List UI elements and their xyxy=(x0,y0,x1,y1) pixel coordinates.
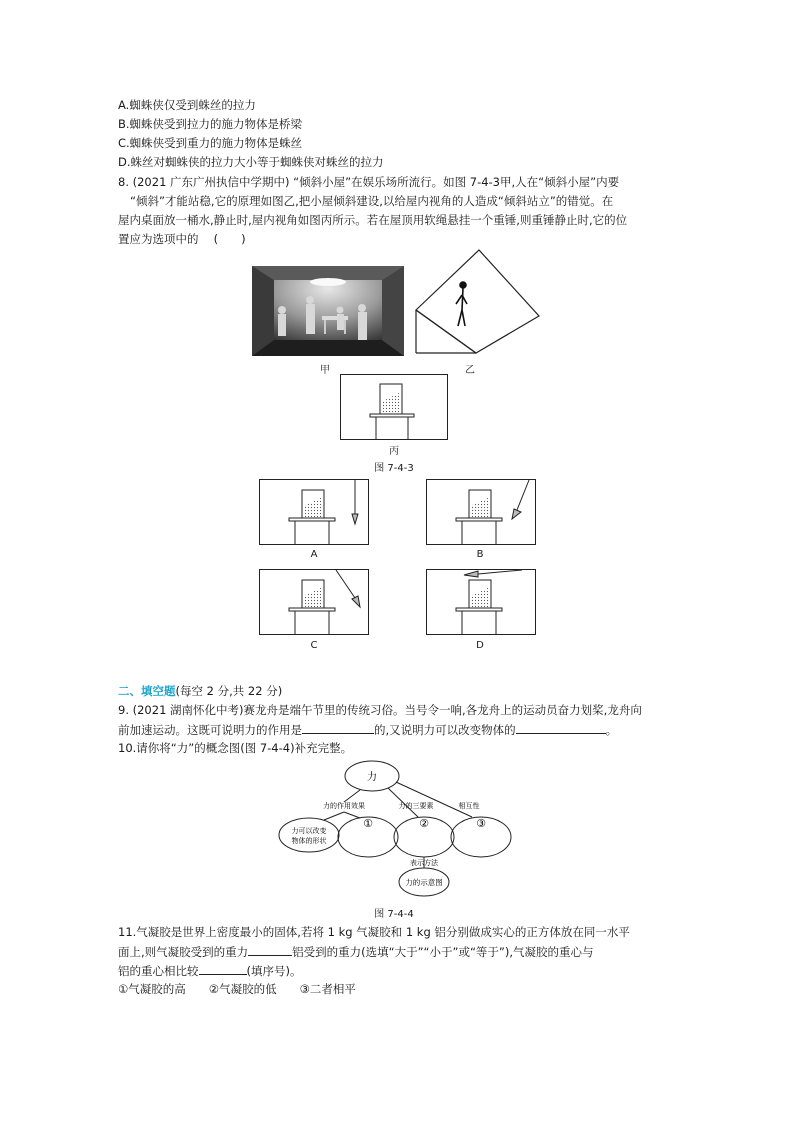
option-c-figure xyxy=(259,569,369,635)
q11-line-2 xyxy=(118,943,594,960)
force-concept-map xyxy=(276,760,516,900)
q7-option-d: D.蛛丝对蜘蛛侠的拉力大小等于蜘蛛侠对蛛丝的拉力 xyxy=(118,155,384,169)
option-a-label: A xyxy=(310,549,318,560)
room-photo xyxy=(252,266,404,356)
q11-text-c: 铝的重心相比较 xyxy=(118,964,199,978)
q9-blank-1[interactable] xyxy=(302,721,374,734)
q9-line-1: 9. (2021 湖南怀化中考)赛龙舟是端午节里的传统习俗。当号令一响,各龙舟上的运动员奋力划桨,龙舟向 xyxy=(118,703,642,717)
q8-line-4: 置应为选项中的 ( ) xyxy=(118,232,246,246)
option-c-label: C xyxy=(310,640,318,651)
q9-text-c: 。 xyxy=(605,723,618,737)
q8-line-1: 8. (2021 广东广州执信中学期中) “倾斜小屋”在娱乐场所流行。如图 7-4-3甲,人在“倾斜小屋”内要 xyxy=(118,175,620,189)
left-node-line-1: 力可以改变 xyxy=(291,827,327,835)
tilted-house-diagram xyxy=(413,248,543,356)
q11-line-3 xyxy=(118,962,301,979)
figure-caption-7-4-3: 图 7-4-3 xyxy=(374,463,414,474)
edge-effect: 力的作用效果 xyxy=(323,802,365,810)
figure-label-yi: 乙 xyxy=(465,365,475,376)
left-node-line-2: 物体的形状 xyxy=(291,837,327,845)
section-heading xyxy=(118,683,282,699)
q11-text-b: 铝受到的重力(选填“大于”“小于”或“等于”),气凝胶的重心与 xyxy=(292,945,594,959)
q11-text-d: (填序号)。 xyxy=(246,964,302,978)
q8-line-2: “倾斜”才能站稳,它的原理如图乙,把小屋倾斜建设,以给屋内视角的人造成“倾斜站立”的错觉。在 xyxy=(130,194,614,208)
q9-text-b: 的,又说明力可以改变物体的 xyxy=(374,723,516,737)
q11-choices: ①气凝胶的高 ②气凝胶的低 ③二者相平 xyxy=(118,982,356,996)
node-3: ③ xyxy=(476,817,486,830)
edge-representation: 表示方法 xyxy=(410,859,438,867)
option-d-figure xyxy=(426,569,536,635)
q7-option-a: A.蜘蛛侠仅受到蛛丝的拉力 xyxy=(118,98,256,112)
section-note: (每空 2 分,共 22 分) xyxy=(175,684,283,698)
q8-line-3: 屋内桌面放一桶水,静止时,屋内视角如图丙所示。若在屋顶用软绳悬挂一个重锤,则重锤静止时,它的位 xyxy=(118,213,628,227)
option-d-label: D xyxy=(476,640,484,651)
edge-mutual: 相互性 xyxy=(458,802,480,810)
option-a-figure xyxy=(259,479,369,545)
q9-text-a: 前加速运动。这既可说明力的作用是 xyxy=(118,723,302,737)
q11-blank-2[interactable] xyxy=(199,962,247,975)
figure-label-bing: 丙 xyxy=(389,446,399,457)
section-title: 二、填空题 xyxy=(118,684,176,698)
node-1: ① xyxy=(363,817,373,830)
option-b-figure xyxy=(426,479,536,545)
figure-label-jia: 甲 xyxy=(320,365,330,376)
concept-root: 力 xyxy=(367,772,377,783)
q11-text-a: 面上,则气凝胶受到的重力 xyxy=(118,945,249,959)
figure-caption-7-4-4: 图 7-4-4 xyxy=(374,909,414,920)
option-b-label: B xyxy=(476,549,484,560)
q9-line-2 xyxy=(118,721,617,738)
q7-option-b: B.蜘蛛侠受到拉力的施力物体是桥梁 xyxy=(118,117,303,131)
node-2: ② xyxy=(419,817,429,830)
bottom-node: 力的示意图 xyxy=(405,878,443,887)
q9-blank-2[interactable] xyxy=(516,721,606,734)
q11-blank-1[interactable] xyxy=(248,943,292,956)
room-view-bing xyxy=(340,374,448,440)
q10-text: 10.请你将“力”的概念图(图 7-4-4)补充完整。 xyxy=(118,741,353,755)
q11-line-1: 11.气凝胶是世界上密度最小的固体,若将 1 kg 气凝胶和 1 kg 铝分别做成实心的正方体放在同一水平 xyxy=(118,925,630,939)
q7-option-c: C.蜘蛛侠受到重力的施力物体是蛛丝 xyxy=(118,136,303,150)
edge-three-elements: 力的三要素 xyxy=(398,802,434,810)
